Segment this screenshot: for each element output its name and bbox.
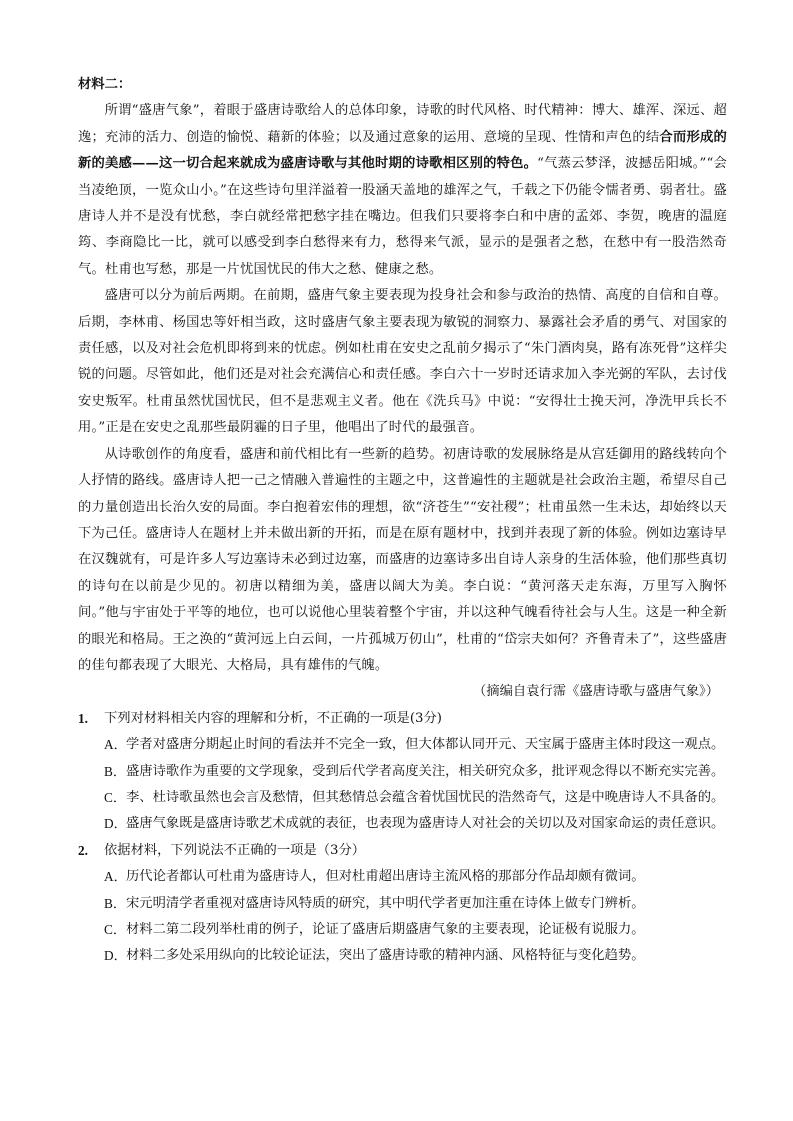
- question-number: 1.: [78, 710, 88, 726]
- question-1-option-d: [78, 811, 727, 837]
- paragraph-1: 所谓“盛唐气象”，着眼于盛唐诗歌给人的总体印象，诗歌的时代风格、时代精神：博大、雄浑、深远、超逸；充沛的活力、创造的愉悦、藉新的体验；以及通过意象的运用、意境的呈现、性情和声色的结合而形成的新的美感——这一切合起来就成为盛唐诗歌与其他时期的诗歌相区别的特色。“气蒸云梦泽，波撼岳阳城。”“会当凌绝顶，一览众山小。”在这些诗句里洋溢着一股涵天盖地的雄浑之气，千载之下仍能令懦者勇、弱者壮。盛唐诗人并不是没有忧愁，李白就经常把愁字挂在嘴边。但我们只要将李白和中唐的孟郊、李贺，晚唐的温庭筠、李商隐比一比，就可以感受到李白愁得来有力，愁得来气派，显示的是强者之愁，在愁中有一股浩然奇气。杜甫也写愁，那是一片忧国忧民的伟大之愁、健康之愁。: [78, 103, 728, 277]
- paragraph-2: 盛唐可以分为前后两期。在前期，盛唐气象主要表现为投身社会和参与政治的热情、高度的自信和自尊。后期，李林甫、杨国忠等奸相当政，这时盛唐气象主要表现为敏锐的洞察力、暴露社会矛盾的勇气、对国家的责任感，以及对社会危机即将到来的忧虑。例如杜甫在安史之乱前夕揭示了“朱门酒肉臭，路有冻死骨”这样尖锐的问题。尽管如此，他们还是对社会充满信心和责任感。李白六十一岁时还请求加入李光弼的军队，去讨伐安史叛军。杜甫虽然忧国忧民，但不是悲观主义者。他在《洗兵马》中说：“安得壮士挽天河，净洗甲兵长不用。”正是在安史之乱那些最阴霾的日子里，他唱出了时代的最强音。: [78, 288, 727, 436]
- question-2-option-b: [78, 891, 727, 917]
- option-text: 盛唐诗歌作为重要的文学现象，受到后代学者高度关注，相关研究众多，批评观念得以不断充实完善。: [126, 763, 725, 779]
- option-text: 材料二第二段列举杜甫的例子，论证了盛唐后期盛唐气象的主要表现，论证极有说服力。: [126, 922, 645, 937]
- paragraph-3: 从诗歌创作的角度看，盛唐和前代相比有一些新的趋势。初唐诗歌的发展脉络是从宫廷御用的路线转向个人抒情的路线。盛唐诗人把一己之情融入普遍性的主题之中，这普遍性的主题就是社会政治主题，希望尽自己的力量创造出长治久安的局面。李白抱着宏伟的理想，欲“济苍生”“安社稷”；杜甫虽然一生未达，却始终以天下为己任。盛唐诗人在题材上并未做出新的开拓，而是在原有题材中，找到并表现了新的体验。例如边塞诗早在汉魏就有，可是许多人写边塞诗未必到过边塞，而盛唐的边塞诗多出自诗人亲身的生活体验，他们那些真切的诗句在以前是少见的。初唐以精细为美，盛唐以阔大为美。李白说：“黄河落天走东海，万里写入胸怀间。”他与宇宙处于平等的地位，也可以说他心里装着整个宇宙，并以这种气魄看待社会与人生。这是一种全新的眼光和格局。王之涣的“黄河远上白云间，一片孤城万仞山”，杜甫的“岱宗夫如何？齐鲁青未了”，这些盛唐的佳句都表现了大眼光、大格局，具有雄伟的气魄。: [78, 446, 727, 673]
- source-citation: （摘编自袁行霈《盛唐诗歌与盛唐气象》）: [473, 684, 719, 700]
- option-text: 材料二多处采用纵向的比较论证法，突出了盛唐诗歌的精神内涵、风格特征与变化趋势。: [126, 948, 645, 964]
- option-text: 宋元明清学者重视对盛唐诗风特质的研究，其中明代学者更加注重在诗体上做专门辨析。: [126, 895, 645, 911]
- question-1-option-b: [78, 759, 727, 785]
- section-heading: 材料二：: [78, 77, 132, 92]
- question-2-option-a: [78, 864, 727, 890]
- question-2: [78, 838, 727, 970]
- question-text: 下列对材料相关内容的理解和分析，不正确的一项是(3分): [104, 710, 442, 726]
- option-label: B．: [104, 895, 127, 911]
- option-text: 盛唐气象既是盛唐诗歌艺术成就的表征，也表现为盛唐诗人对社会的关切以及对国家命运的责任意识。: [126, 816, 725, 832]
- question-2-option-d: [78, 943, 727, 969]
- option-label: D．: [104, 948, 127, 964]
- option-label: A．: [104, 737, 127, 753]
- question-text: 依据材料，下列说法不正确的一项是（3分）: [104, 842, 366, 858]
- option-label: A．: [104, 869, 127, 885]
- question-1-option-a: [78, 732, 727, 758]
- option-label: C．: [104, 789, 127, 805]
- option-text: 学者对盛唐分期起止时间的看法并不完全一致，但大体都认同开元、天宝属于盛唐主体时段这一观点。: [126, 737, 725, 753]
- question-2-stem: [78, 838, 727, 864]
- option-label: C．: [104, 922, 127, 937]
- option-label: D．: [104, 816, 127, 832]
- question-number: 2.: [78, 842, 88, 858]
- option-label: B．: [104, 763, 127, 779]
- question-1-option-c: [78, 785, 727, 811]
- option-text: 李、杜诗歌虽然也会言及愁情，但其愁情总会蕴含着忧国忧民的浩然奇气，这是中晚唐诗人不具备的。: [126, 789, 725, 805]
- option-text: 历代论者都认可杜甫为盛唐诗人，但对杜甫超出唐诗主流风格的那部分作品却颇有微词。: [126, 869, 645, 885]
- question-2-option-c: [78, 917, 727, 943]
- question-1: [78, 706, 727, 838]
- emphasized-text: 合而形成的新的美感——这一切合起来就成为盛唐诗歌与其他时期的诗歌相区别的特色。: [78, 129, 728, 172]
- question-1-stem: [78, 706, 727, 732]
